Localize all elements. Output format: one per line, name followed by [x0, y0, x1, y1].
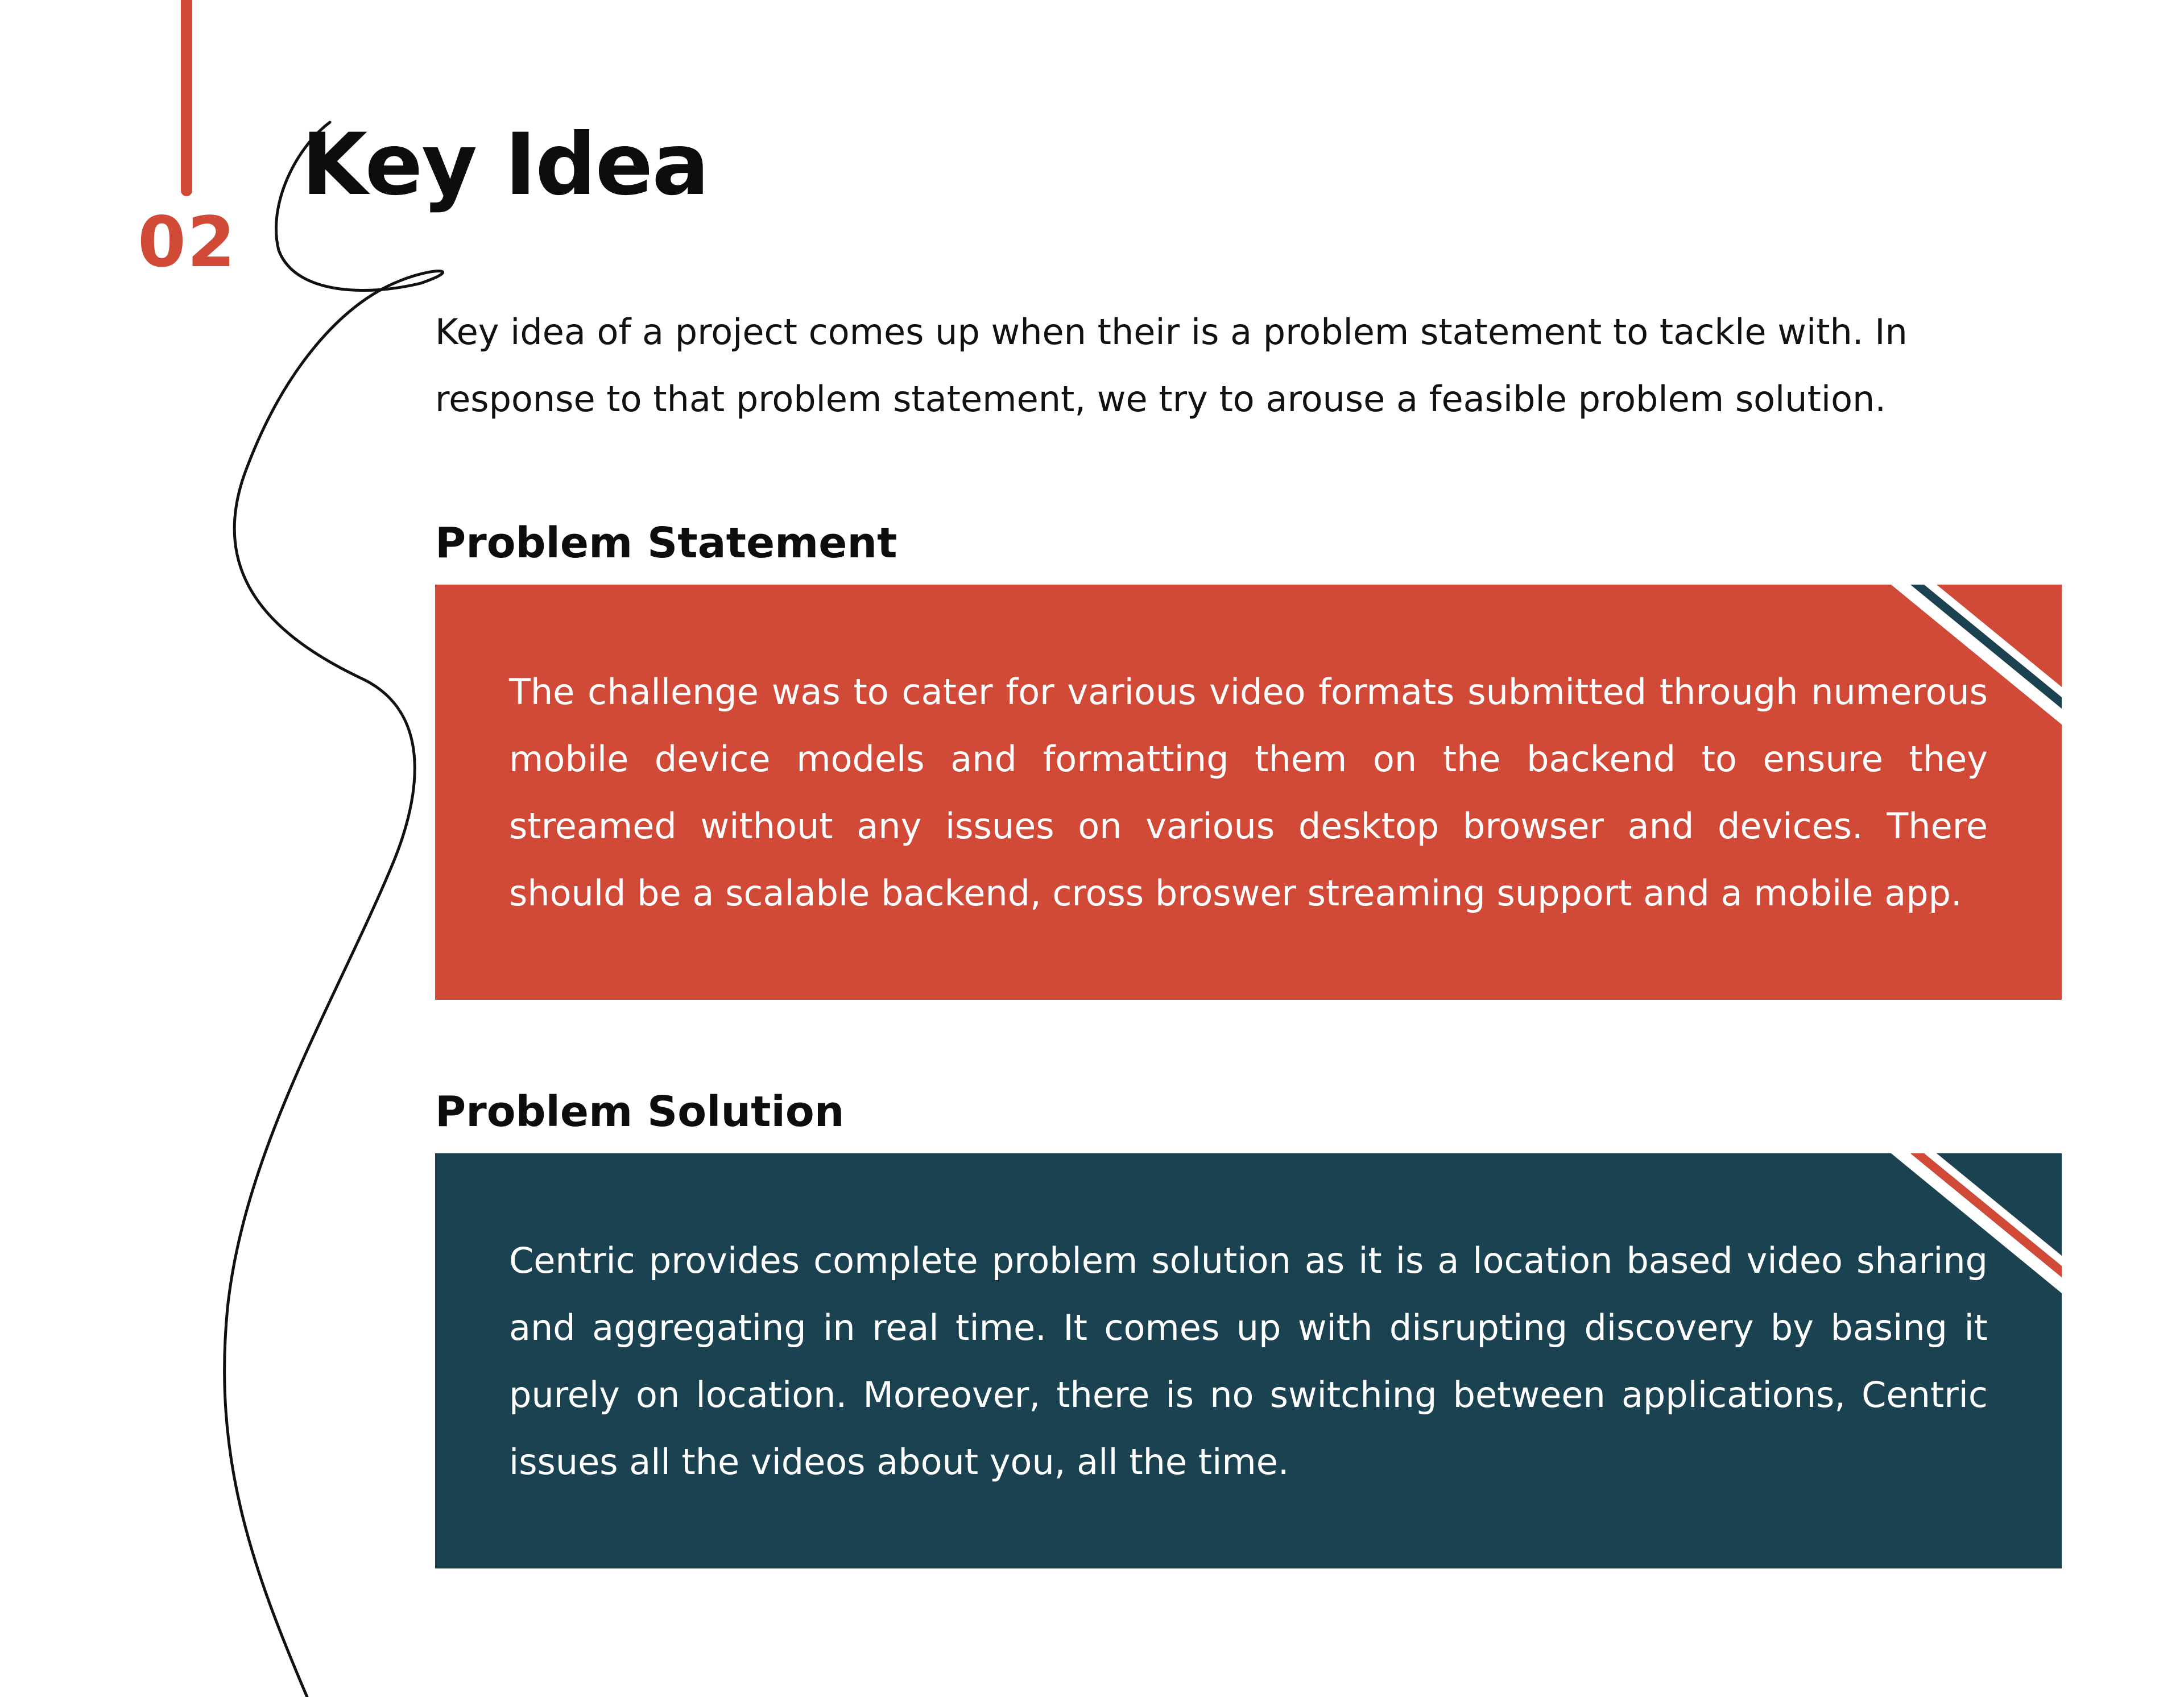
section-number: 02	[138, 202, 237, 283]
intro-paragraph: Key idea of a project comes up when their is a problem statement to tackle with. In response to that problem statement, we try to arouse a feasible problem solution.	[435, 311, 1908, 420]
page-title: Key Idea	[301, 115, 709, 214]
problem-solution-card	[435, 1153, 2062, 1568]
problem-statement-heading: Problem Statement	[435, 519, 897, 568]
problem-statement-text: The challenge was to cater for various video formats submitted through numerous mobile device models and formatting them on the backend to ensure they streamed without any issues on various desktop browser and devices. There should be a scalable backend, cross broswer streaming support and a mobile app.	[509, 671, 1988, 914]
problem-solution-text: Centric provides complete problem solution as it is a location based video sharing and aggregating in real time. It comes up with disrupting discovery by basing it purely on location. Moreover, there is no switching between applications, Centric issues all the videos about you, all the time.	[509, 1240, 1988, 1483]
accent-bar	[181, 0, 192, 196]
problem-solution-heading: Problem Solution	[435, 1087, 845, 1136]
problem-statement-card	[435, 585, 2062, 1000]
